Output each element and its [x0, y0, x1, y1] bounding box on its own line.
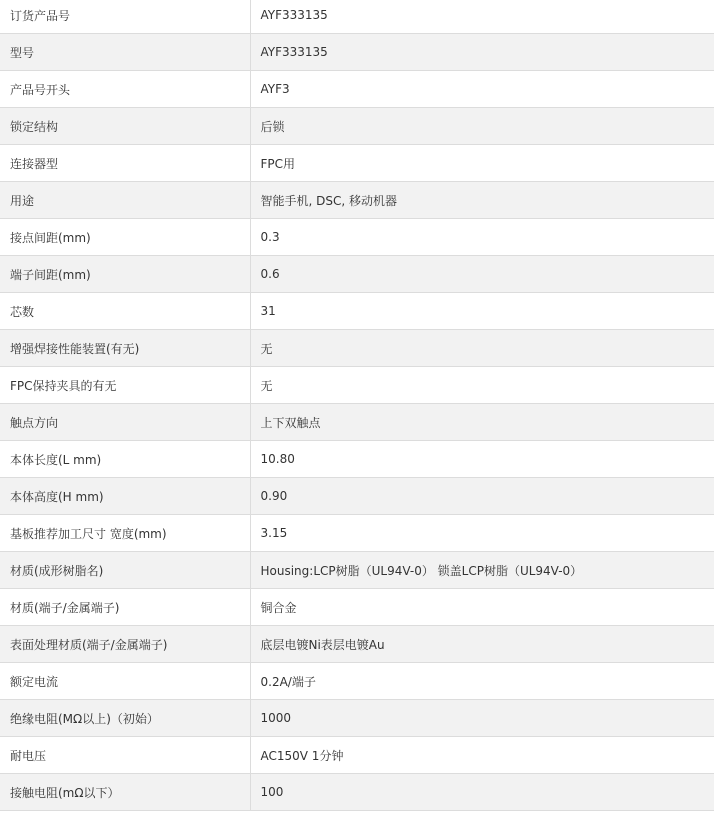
spec-label: 接点间距(mm)	[0, 219, 250, 256]
table-row	[0, 774, 714, 811]
spec-label: 用途	[0, 182, 250, 219]
table-row	[0, 515, 714, 552]
spec-value: AC150V 1分钟	[250, 737, 714, 774]
spec-value: Housing:LCP树脂（UL94V-0） 锁盖LCP树脂（UL94V-0）	[250, 552, 714, 589]
spec-value: 底层电镀Ni表层电镀Au	[250, 626, 714, 663]
table-row	[0, 219, 714, 256]
spec-value: 铜合金	[250, 589, 714, 626]
spec-value: 10.80	[250, 441, 714, 478]
spec-label: 触点方向	[0, 404, 250, 441]
spec-label: 产品号开头	[0, 71, 250, 108]
spec-value: 无	[250, 367, 714, 404]
table-row	[0, 441, 714, 478]
spec-value: 100	[250, 774, 714, 811]
spec-value: 后锁	[250, 108, 714, 145]
table-row	[0, 71, 714, 108]
spec-value: 无	[250, 330, 714, 367]
table-row	[0, 145, 714, 182]
spec-value: 1000	[250, 700, 714, 737]
spec-value: 上下双触点	[250, 404, 714, 441]
spec-value: 31	[250, 293, 714, 330]
table-row	[0, 330, 714, 367]
spec-value: 3.15	[250, 515, 714, 552]
spec-label: FPC保持夹具的有无	[0, 367, 250, 404]
spec-label: 端子间距(mm)	[0, 256, 250, 293]
spec-value: AYF333135	[250, 34, 714, 71]
spec-value: 0.6	[250, 256, 714, 293]
table-row	[0, 293, 714, 330]
spec-label: 型号	[0, 34, 250, 71]
spec-value: 0.2A/端子	[250, 663, 714, 700]
spec-value: AYF3	[250, 71, 714, 108]
spec-label: 锁定结构	[0, 108, 250, 145]
spec-label: 表面处理材质(端子/金属端子)	[0, 626, 250, 663]
table-row	[0, 478, 714, 515]
spec-label: 本体长度(L mm)	[0, 441, 250, 478]
spec-label: 基板推荐加工尺寸 宽度(mm)	[0, 515, 250, 552]
table-row	[0, 626, 714, 663]
spec-value: 0.3	[250, 219, 714, 256]
table-row	[0, 700, 714, 737]
table-row	[0, 589, 714, 626]
spec-label: 芯数	[0, 293, 250, 330]
table-row	[0, 256, 714, 293]
spec-label: 材质(端子/金属端子)	[0, 589, 250, 626]
table-row	[0, 404, 714, 441]
spec-label: 增强焊接性能装置(有无)	[0, 330, 250, 367]
spec-value: 智能手机, DSC, 移动机器	[250, 182, 714, 219]
table-row	[0, 367, 714, 404]
spec-label: 耐电压	[0, 737, 250, 774]
table-row	[0, 737, 714, 774]
spec-label: 绝缘电阻(MΩ以上)（初始）	[0, 700, 250, 737]
table-row	[0, 663, 714, 700]
spec-label: 本体高度(H mm)	[0, 478, 250, 515]
spec-label: 接触电阻(mΩ以下）	[0, 774, 250, 811]
spec-label: 连接器型	[0, 145, 250, 182]
spec-label: 订货产品号	[0, 0, 250, 34]
spec-value: FPC用	[250, 145, 714, 182]
table-row	[0, 0, 714, 34]
spec-label: 额定电流	[0, 663, 250, 700]
table-row	[0, 108, 714, 145]
spec-label: 材质(成形树脂名)	[0, 552, 250, 589]
table-row	[0, 34, 714, 71]
table-row	[0, 552, 714, 589]
table-row	[0, 182, 714, 219]
spec-value: AYF333135	[250, 0, 714, 34]
spec-value: 0.90	[250, 478, 714, 515]
